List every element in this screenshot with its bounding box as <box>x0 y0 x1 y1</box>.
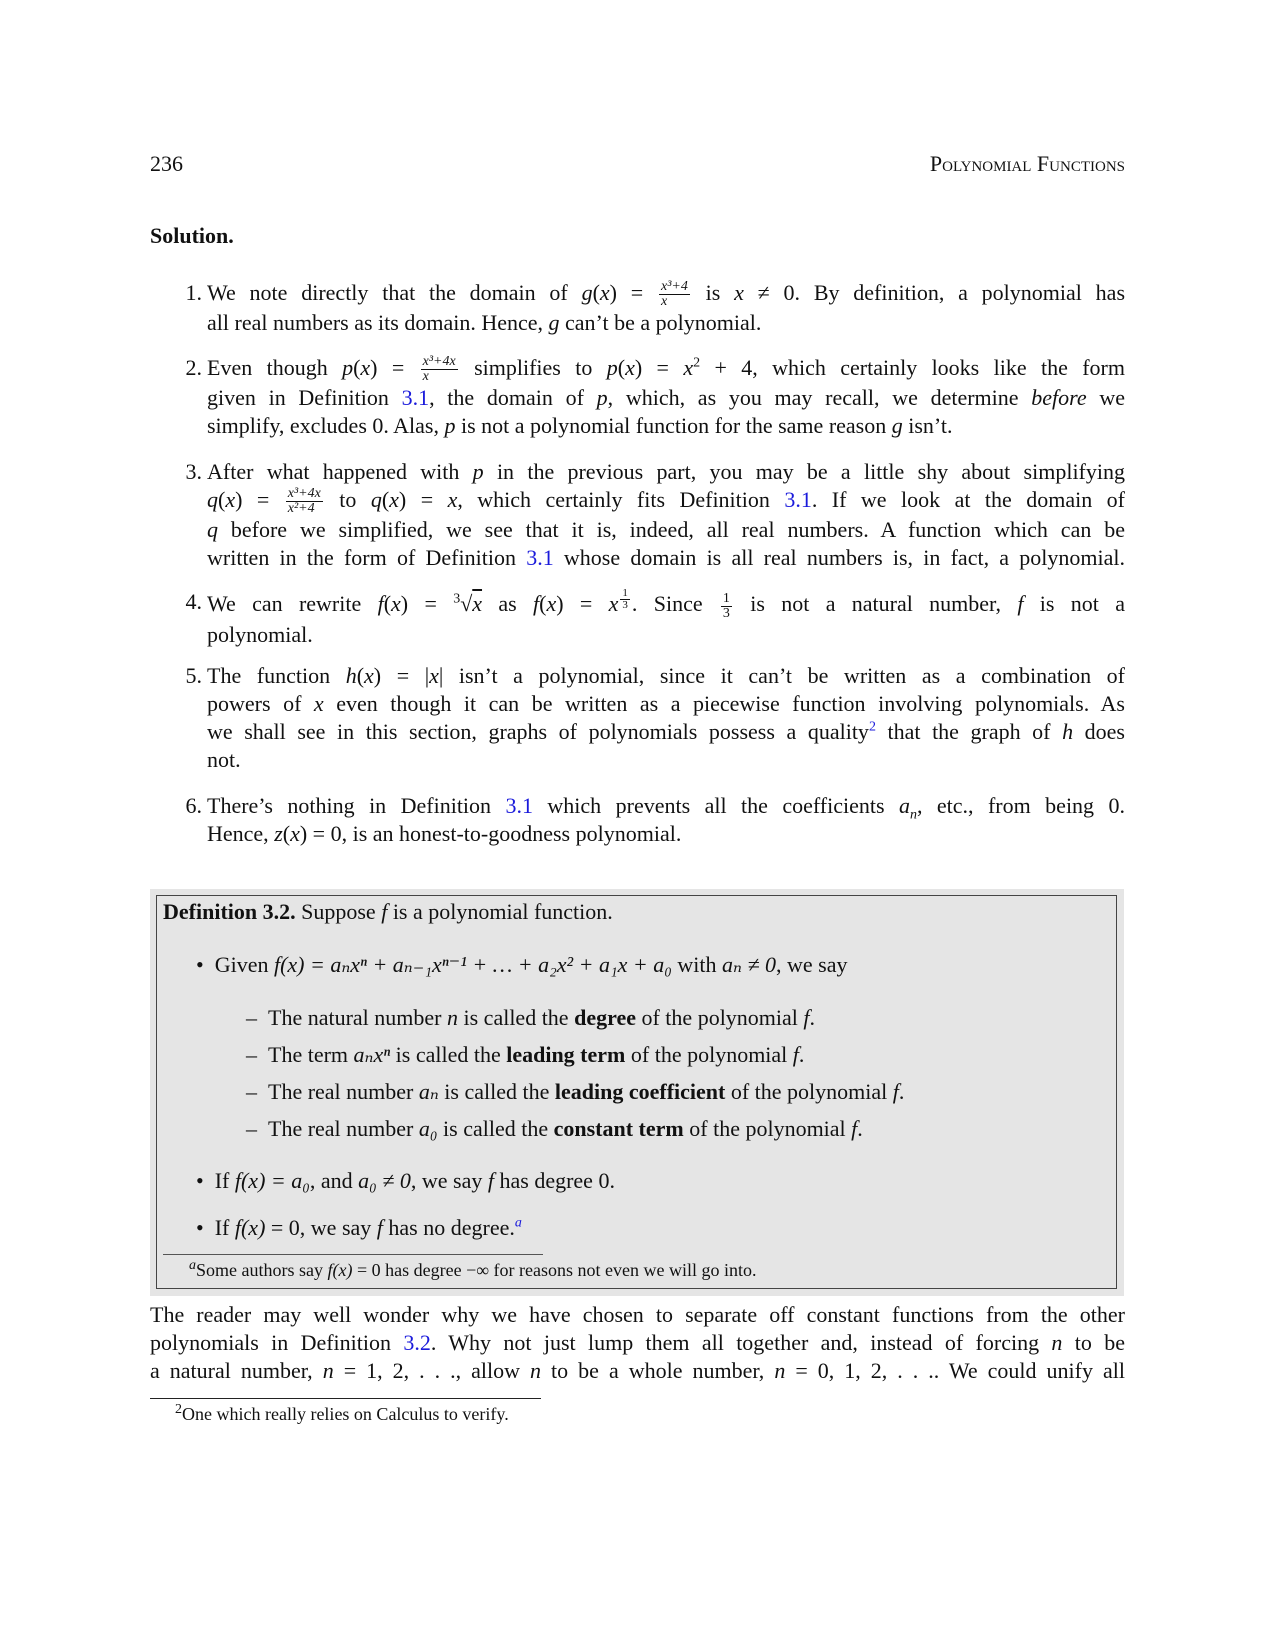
definition-subitem: – The real number aₙ is called the leading coefficient of the polynomial f. <box>246 1079 905 1104</box>
definition-subitem: – The natural number n is called the degree of the polynomial f. <box>246 1005 816 1030</box>
bullet-icon: • <box>196 952 204 977</box>
fraction: $\frac{\text{x³+4}}{x}$ <box>660 279 688 310</box>
definition-intro: Definition 3.2. Suppose f is a polynomial function. <box>163 899 613 924</box>
fraction: $\frac{\text{x³+4x}}{\text{x²+4}}$ <box>287 486 321 517</box>
definition-link[interactable]: 3.1 <box>784 487 812 512</box>
definition-subitem: – The real number a₀ is called the constant term of the polynomial f. <box>246 1116 863 1141</box>
definition-label: Definition 3.2. <box>163 899 296 924</box>
definition-bullet-3: • If f(x) = 0, we say f has no degree.$^a$ <box>196 1215 522 1240</box>
list-item-5: The function h(x) = |x| isn’t a polynomial, since it can’t be written as a combination of powers of x even though it can be written as a piecewise function involving polynomials. As we shall see in this section, graphs of polynomials possess a quality$^2$ that the graph of h does not. <box>207 663 1125 772</box>
list-item-3: After what happened with p in the previous part, you may be a little shy about simplifying q(x) = $\frac{\text{x³+4x}}{\text{x²+4}}$ to q(x) = x, which certainly fits Definition 3.1. If we look at the domain of q before we simplified, we see that it is, indeed, all real numbers. A function which can be written in the form of Definition 3.1 whose domain is all real numbers is, in fact, a polynomial. <box>207 459 1125 571</box>
item-number: 1. <box>185 280 202 305</box>
item-number: 4. <box>185 589 202 614</box>
item-line: all real numbers as its domain. Hence, g can’t be a polynomial. <box>207 310 762 336</box>
item-number: 6. <box>185 793 202 818</box>
page-number: 236 <box>150 151 183 176</box>
definition-subitem: – The term aₙxⁿ is called the leading term of the polynomial f. <box>246 1042 805 1067</box>
running-title: Polynomial Functions <box>929 151 1125 176</box>
list-item-2: Even though p(x) = $\frac{\text{x³+4x}}{x}$ simplifies to $p(x) = x^2 + 4$, which certainly looks like the form given in Definition 3.1, the domain of p, which, as you may recall, we determine before we simplify, excludes 0. Alas, p is not a polynomial function for the same reason g isn’t. <box>207 354 1125 439</box>
definition-link[interactable]: 3.2 <box>403 1330 431 1355</box>
definition-bullet-1: • Given f(x) = aₙxⁿ + aₙ₋₁xⁿ⁻¹ + … + a₂x² + a₁x + a₀ with aₙ ≠ 0, we say <box>196 952 848 977</box>
definition-bullet-2: • If f(x) = a₀, and a₀ ≠ 0, we say f has degree 0. <box>196 1168 615 1193</box>
body-paragraph: The reader may well wonder why we have chosen to separate off constant functions from the other polynomials in Definition 3.2. Why not just lump them all together and, instead of forcing n to be a natural number, n = 1, 2, . . ., allow n to be a whole number, n = 0, 1, 2, . . .. We could unify all <box>150 1302 1125 1383</box>
dash-icon: – <box>246 1042 257 1067</box>
page-footnote: $^2$One which really relies on Calculus to verify. <box>175 1402 509 1424</box>
definition-link[interactable]: 3.1 <box>526 545 554 571</box>
item-number: 2. <box>185 355 202 380</box>
solution-heading: Solution. <box>150 223 234 248</box>
item-number: 3. <box>185 459 202 484</box>
item-number: 5. <box>185 663 202 688</box>
definition-link[interactable]: 3.1 <box>401 385 430 411</box>
box-footnote-rule <box>163 1254 543 1255</box>
fraction: $\frac{\text{x³+4x}}{x}$ <box>422 354 456 385</box>
list-item-1 <box>207 279 1125 337</box>
list-item-6: There’s nothing in Definition 3.1 which prevents all the coefficients $a_n$, etc., from being 0. Hence, z(x) = 0, is an honest-to-goodness polynomial. <box>207 793 1125 846</box>
dash-icon: – <box>246 1079 257 1104</box>
dash-icon: – <box>246 1116 257 1141</box>
definition-link[interactable]: 3.1 <box>505 793 533 818</box>
footnote-a-link[interactable]: a <box>514 1215 522 1231</box>
bullet-icon: • <box>196 1215 204 1240</box>
fraction: $\frac{1}{3}$ <box>722 590 730 621</box>
page-footnote-rule <box>150 1398 541 1399</box>
footnote-2-link[interactable]: 2 <box>868 719 876 735</box>
dash-icon: – <box>246 1005 257 1030</box>
item-line: We note directly that the domain of g(x) = $\frac{\text{x³+4}}{x}$ is x ≠ 0. By definition, a polynomial has <box>207 279 1126 310</box>
list-item-4: We can rewrite f(x) = $^3$√x as f(x) = x $^{\frac{1}{3}}$ . Since $\frac{1}{3}$ is not a natural number, f is not a polynomial. <box>207 587 1125 647</box>
bullet-icon: • <box>196 1168 204 1193</box>
cube-root: $^3$√x <box>453 591 483 617</box>
box-footnote: $^a$Some authors say f(x) = 0 has degree −∞ for reasons not even we will go into. <box>189 1258 757 1280</box>
